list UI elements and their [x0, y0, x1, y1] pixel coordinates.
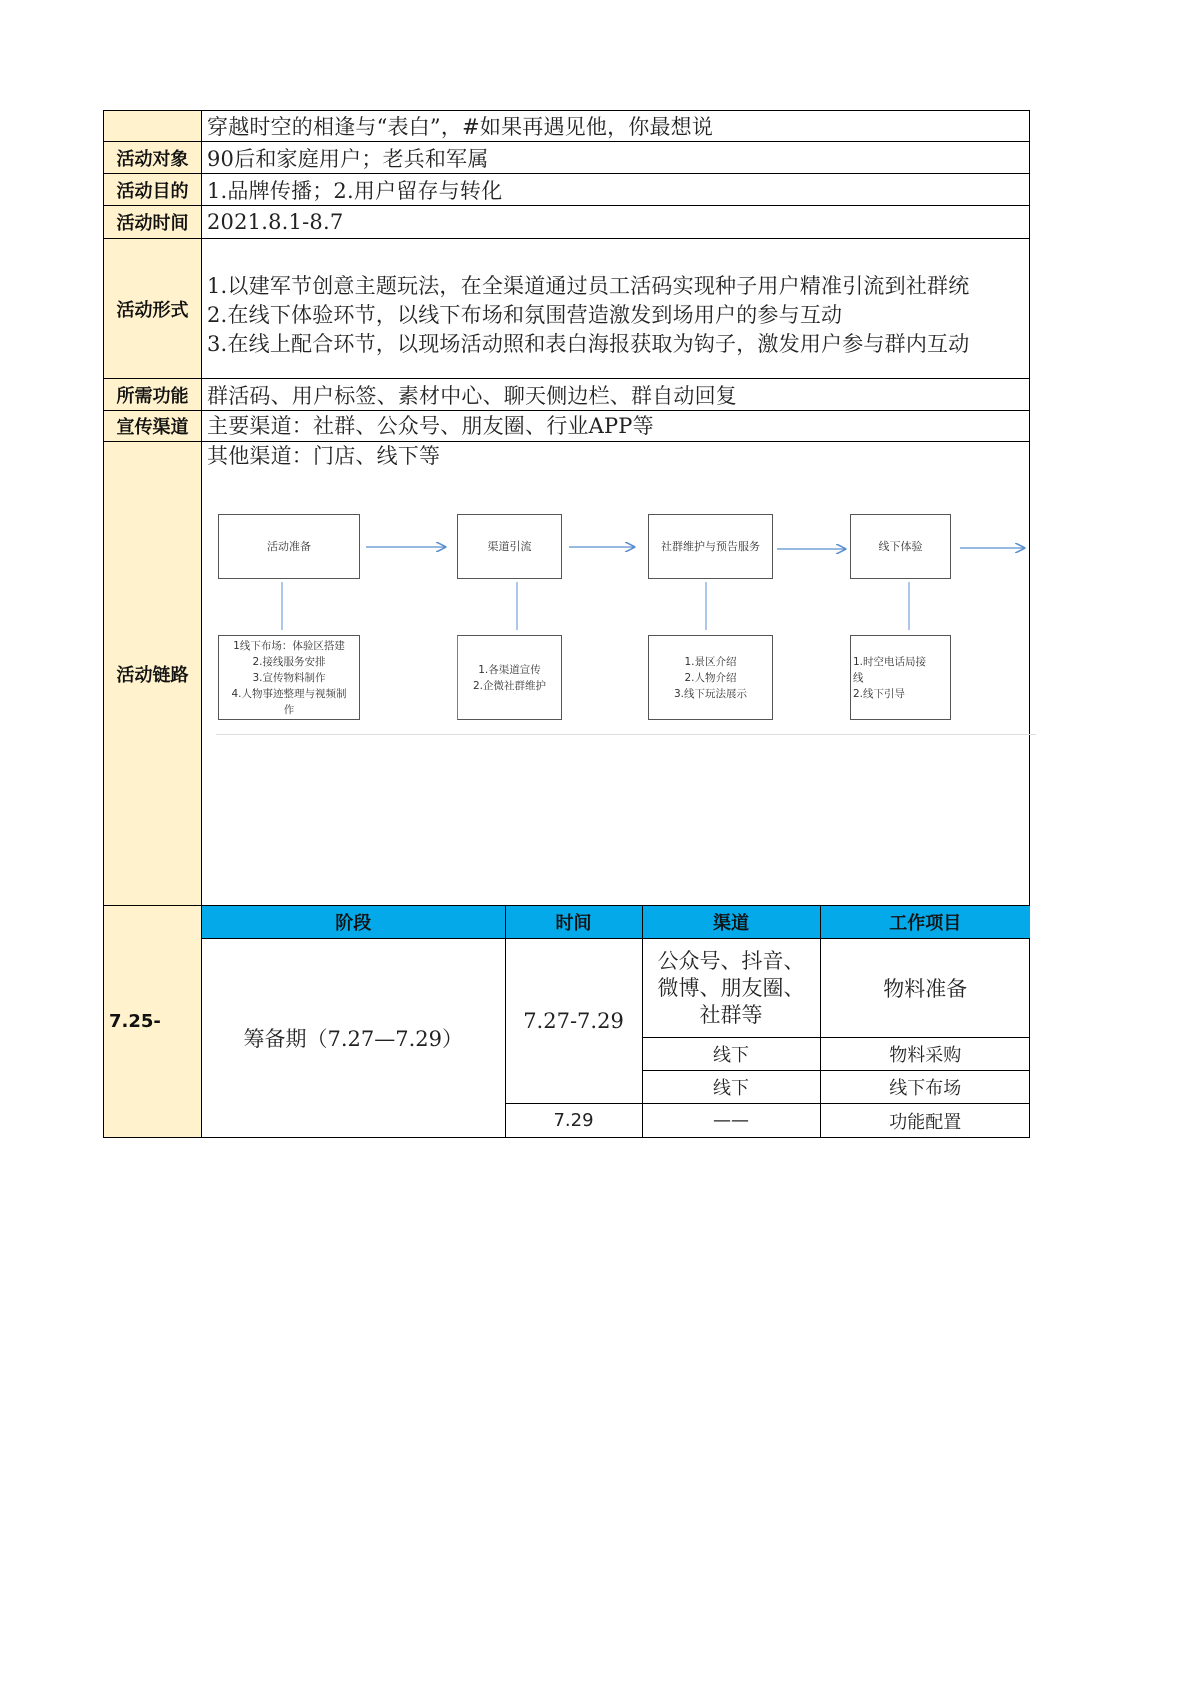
features-row	[103, 378, 1030, 410]
flow-step-2: 渠道引流	[457, 514, 562, 579]
plan-label: 7.25-	[104, 906, 202, 1137]
title-row	[103, 110, 1030, 141]
stage-cell: 筹备期（7.27—7.29）	[202, 939, 505, 1137]
flow-diagram	[202, 442, 1029, 905]
activity-sheet	[103, 110, 1030, 1138]
detail-1-line-2: 2.接线服务安排	[252, 655, 326, 668]
plan-row-1	[202, 939, 1030, 1038]
goal-value: 1.品牌传播；2.用户留存与转化	[207, 178, 503, 203]
channels-label: 宣传渠道	[104, 411, 202, 441]
plan-table	[202, 906, 1030, 1137]
header-channel: 渠道	[642, 906, 820, 939]
audience-value: 90后和家庭用户；老兵和军属	[207, 146, 489, 171]
item-cell-2: 物料采购	[820, 1037, 1030, 1070]
flow-step-4: 线下体验	[850, 514, 951, 579]
form-line-1: 1.以建军节创意主题玩法，在全渠道通过员工活码实现种子用户精准引流到社群统	[207, 274, 970, 298]
detail-3-line-3: 3.线下玩法展示	[673, 687, 748, 700]
title-label-cell	[104, 111, 202, 141]
channels-main: 主要渠道：社群、公众号、朋友圈、行业APP等	[207, 414, 654, 438]
header-stage: 阶段	[202, 906, 505, 939]
item-cell-1: 物料准备	[820, 939, 1030, 1038]
flow-detail-2	[457, 635, 562, 720]
detail-1-line-5: 作	[283, 703, 295, 716]
channel-cell-1: 公众号、抖音、微博、朋友圈、社群等	[642, 939, 820, 1038]
goal-label: 活动目的	[104, 174, 202, 205]
header-item: 工作项目	[820, 906, 1030, 939]
chain-label: 活动链路	[104, 442, 202, 905]
channels-other: 其他渠道：门店、线下等	[207, 444, 441, 468]
channels-value	[202, 411, 1029, 468]
audience-label: 活动对象	[104, 142, 202, 173]
channel-cell-3: 线下	[642, 1071, 820, 1104]
features-value: 群活码、用户标签、素材中心、聊天侧边栏、群自动回复	[207, 383, 737, 408]
detail-4-line-1: 1.时空电话局接	[853, 655, 927, 668]
goal-row	[103, 173, 1030, 205]
channel-cell-2: 线下	[642, 1037, 820, 1070]
header-time: 时间	[505, 906, 642, 939]
chain-row	[103, 441, 1030, 905]
time-value: 2021.8.1-8.7	[207, 210, 344, 234]
channel-cell-4: ——	[642, 1104, 820, 1137]
form-value	[202, 239, 1029, 378]
detail-4-line-3: 2.线下引导	[853, 687, 906, 700]
flow-step-3: 社群维护与预告服务	[648, 514, 773, 579]
detail-1-line-1: 1线下布场：体验区搭建	[233, 639, 345, 652]
detail-3-line-1: 1.景区介绍	[684, 655, 737, 668]
time-label: 活动时间	[104, 206, 202, 238]
features-label: 所需功能	[104, 379, 202, 410]
audience-row	[103, 141, 1030, 173]
flow-step-1: 活动准备	[218, 514, 360, 579]
time-cell-1: 7.27-7.29	[505, 939, 642, 1104]
detail-2-line-2: 2.企微社群维护	[472, 679, 547, 692]
time-cell-2: 7.29	[505, 1104, 642, 1137]
form-line-3: 3.在线上配合环节，以现场活动照和表白海报获取为钩子，激发用户参与群内互动	[207, 332, 970, 356]
flow-detail-1	[218, 635, 360, 720]
channels-row	[103, 410, 1030, 468]
detail-2-line-1: 1.各渠道宣传	[478, 663, 541, 676]
form-label: 活动形式	[104, 239, 202, 378]
item-cell-4: 功能配置	[820, 1104, 1030, 1137]
plan-header-row	[202, 906, 1030, 939]
detail-1-line-4: 4.人物事迹整理与视频制	[231, 687, 347, 700]
activity-title: 穿越时空的相逢与“表白”，#如果再遇见他，你最想说	[207, 115, 714, 139]
plan-row	[103, 905, 1030, 1138]
form-line-2: 2.在线下体验环节，以线下布场和氛围营造激发到场用户的参与互动	[207, 303, 843, 327]
detail-1-line-3: 3.宣传物料制作	[252, 671, 326, 684]
flow-detail-3	[648, 635, 773, 720]
plan-table-wrap	[202, 906, 1030, 1137]
time-row	[103, 205, 1030, 238]
flow-detail-4	[850, 635, 951, 720]
form-row	[103, 238, 1030, 378]
detail-3-line-2: 2.人物介绍	[684, 671, 737, 684]
item-cell-3: 线下布场	[820, 1071, 1030, 1104]
detail-4-line-2: 线	[853, 671, 864, 684]
